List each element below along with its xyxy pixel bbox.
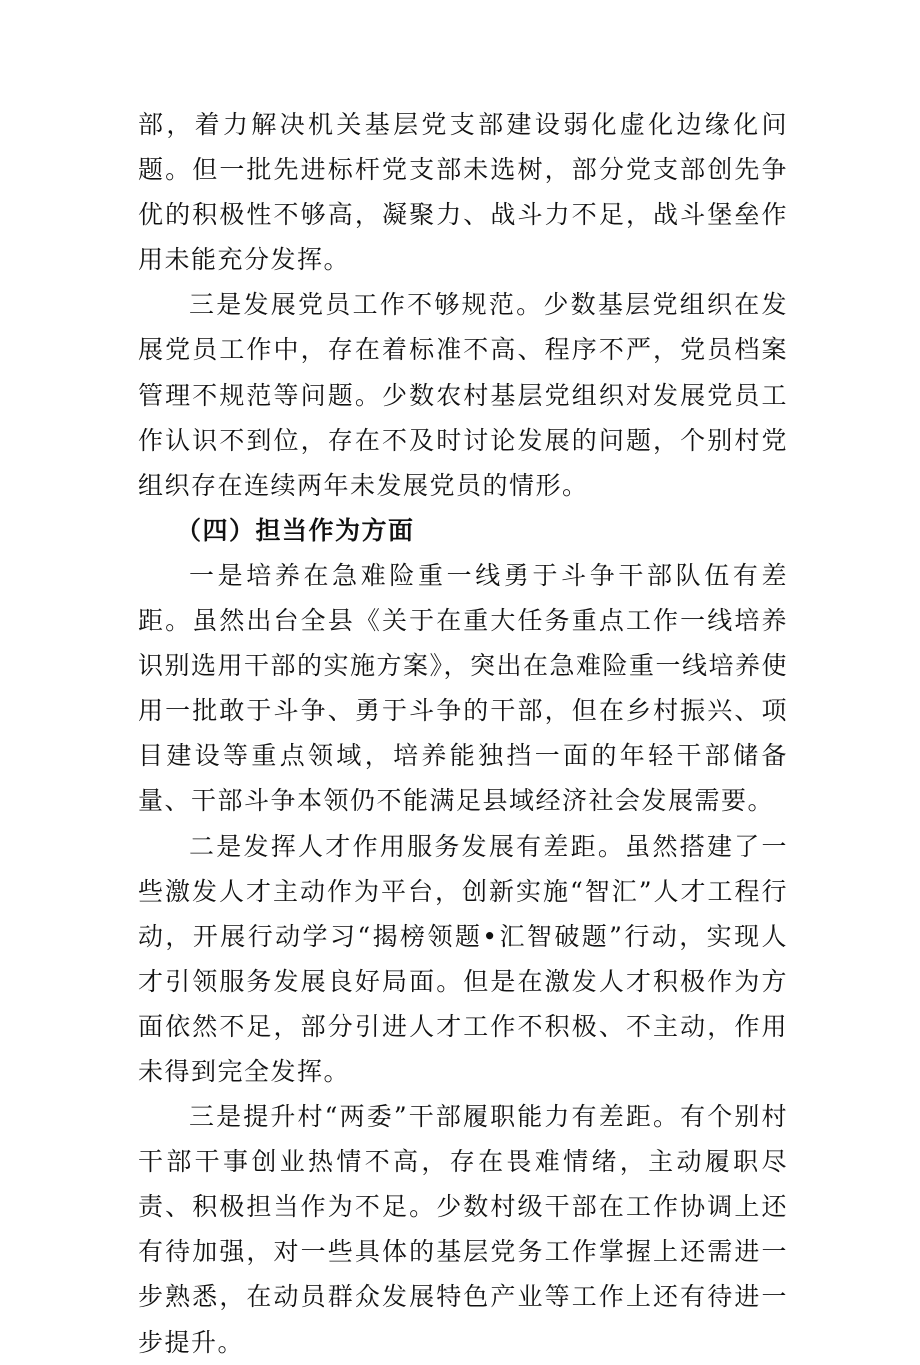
section-heading: （四）担当作为方面	[176, 515, 415, 545]
paragraph-cadre-training: 一是培养在急难险重一线勇于斗争干部队伍有差距。虽然出台全县《关于在重大任务重点工作一线培养识别选用干部的实施方案》，突出在急难险重一线培养使用一批敢于斗争、勇于斗争的干部，但在乡村振兴、项目建设等重点领域，培养能独挡一面的年轻干部储备量、干部斗争本领仍不能满足县域经济社会发展需要。	[138, 560, 789, 816]
paragraph-talent-role: 二是发挥人才作用服务发展有差距。虽然搭建了一些激发人才主动作为平台，创新实施“智汇”人才工程行动，开展行动学习“揭榜领题•汇智破题”行动，实现人才引领服务发展良好局面。但是在激发人才积极作为方面依然不足，部分引进人才工作不积极、不主动，作用未得到完全发挥。	[138, 831, 788, 1086]
paragraph-continued: 部，着力解决机关基层党支部建设弱化虚化边缘化问题。但一批先进标杆党支部未选树，部分党支部创先争优的积极性不够高，凝聚力、战斗力不足，战斗堡垒作用未能充分发挥。	[138, 110, 788, 275]
paragraph-membership-development: 三是发展党员工作不够规范。少数基层党组织在发展党员工作中，存在着标准不高、程序不严，党员档案管理不规范等问题。少数农村基层党组织对发展党员工作认识不到位，存在不及时讨论发展的问题，个别村党组织存在连续两年未发展党员的情形。	[138, 290, 788, 500]
document-body	[138, 102, 788, 1365]
paragraph-village-cadres: 三是提升村“两委”干部履职能力有差距。有个别村干部干事创业热情不高，存在畏难情绪，主动履职尽责、积极担当作为不足。少数村级干部在工作协调上还有待加强，对一些具体的基层党务工作掌握上还需进一步熟悉，在动员群众发展特色产业等工作上还有待进一步提升。	[138, 1102, 788, 1357]
